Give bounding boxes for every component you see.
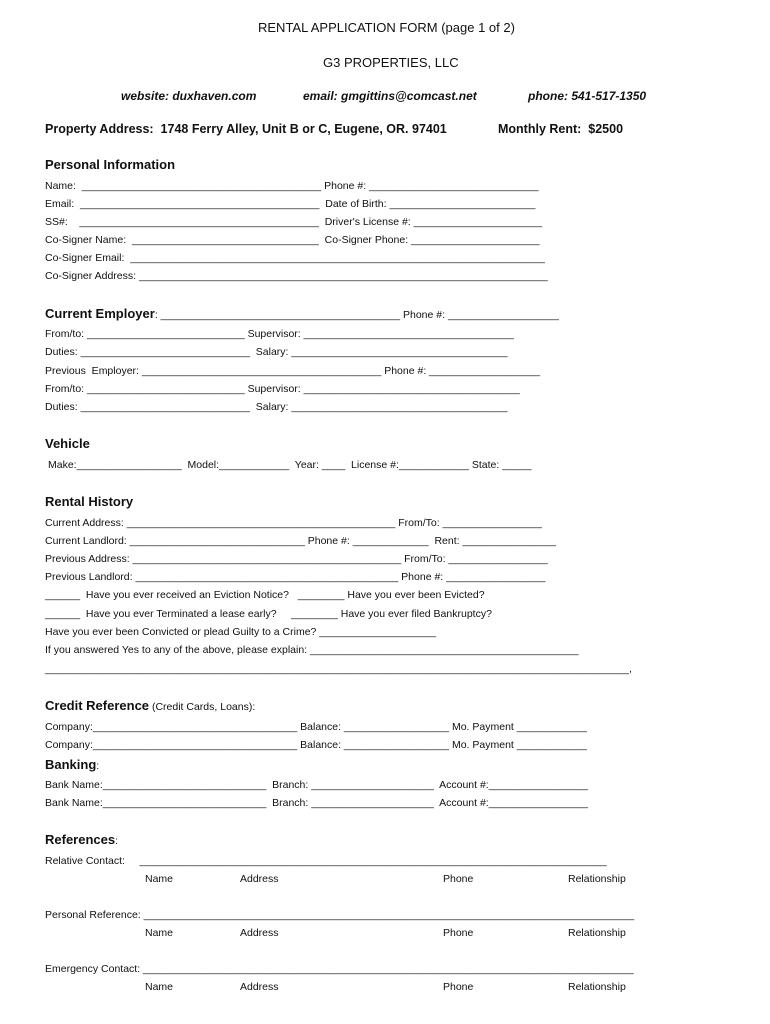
cosigner-address-line[interactable]: Co-Signer Address: ______________________________________________________________________: [45, 270, 548, 282]
relative-col-phone: Phone: [443, 873, 474, 885]
emergency-col-address: Address: [240, 981, 279, 993]
previous-from-to-line[interactable]: From/to: ___________________________ Supervisor: _____________________________________: [45, 383, 520, 395]
credit-heading-line: [45, 699, 255, 714]
bank-name-line-2[interactable]: Bank Name:____________________________ Branch: _____________________ Account #:_________________: [45, 797, 588, 809]
cosigner-name-line[interactable]: Co-Signer Name: ________________________________ Co-Signer Phone: ______________________: [45, 234, 540, 246]
email-dob-line[interactable]: Email: _________________________________________ Date of Birth: _________________________: [45, 198, 536, 210]
previous-address-line[interactable]: Previous Address: ______________________________________________ From/To: _________________: [45, 553, 548, 565]
relative-contact-line[interactable]: Relative Contact: ________________________________________________________________________________: [45, 855, 607, 867]
credit-heading-note: (Credit Cards, Loans):: [149, 701, 256, 713]
crime-question-line[interactable]: Have you ever been Convicted or plead Guilty to a Crime? ____________________: [45, 626, 437, 638]
previous-employer-line[interactable]: Previous Employer: _________________________________________ Phone #: ___________________: [45, 365, 541, 377]
emergency-col-relationship: Relationship: [568, 981, 626, 993]
relative-col-relationship: Relationship: [568, 873, 626, 885]
bank-name-line-1[interactable]: Bank Name:____________________________ Branch: _____________________ Account #:_________________: [45, 779, 588, 791]
personal-col-phone: Phone: [443, 927, 474, 939]
employer-heading: Current Employer: [45, 306, 155, 321]
employer-duties-line[interactable]: Duties: _____________________________ Salary: _____________________________________: [45, 346, 508, 358]
references-heading: References: [45, 832, 116, 847]
references-heading-colon: :: [115, 835, 119, 847]
banking-heading-colon: :: [96, 760, 100, 772]
email-text: email: gmgittins@comcast.net: [303, 89, 477, 103]
emergency-contact-line[interactable]: Emergency Contact: ____________________________________________________________________________________: [45, 963, 634, 975]
credit-heading: Credit Reference: [45, 698, 150, 713]
employer-line[interactable]: [45, 307, 559, 322]
current-landlord-line[interactable]: Current Landlord: ______________________________ Phone #: _____________ Rent: ________________: [45, 535, 556, 547]
banking-heading: Banking: [45, 757, 97, 772]
vehicle-line[interactable]: Make:__________________ Model:____________ Year: ____ License #:____________ State: _____: [48, 459, 532, 471]
name-phone-line[interactable]: Name: _________________________________________ Phone #: _____________________________: [45, 180, 539, 192]
phone-text: phone: 541-517-1350: [528, 89, 647, 103]
ssn-license-line[interactable]: SS#: _________________________________________ Driver's License #: ______________________: [45, 216, 543, 228]
emergency-col-phone: Phone: [443, 981, 474, 993]
credit-company-line-2[interactable]: Company:___________________________________ Balance: __________________ Mo. Payment ____________: [45, 739, 587, 751]
employer-from-to-line[interactable]: From/to: ___________________________ Supervisor: ____________________________________: [45, 328, 514, 340]
explain-line[interactable]: If you answered Yes to any of the above, please explain: ______________________________________________: [45, 644, 579, 656]
employer-heading-rest: : _________________________________________ Phone #: ___________________: [154, 309, 559, 321]
explain-continuation-line[interactable]: ____________________________________________________________________________________________________,: [45, 663, 632, 675]
vehicle-heading: Vehicle: [45, 436, 90, 451]
previous-duties-line[interactable]: Duties: _____________________________ Salary: _____________________________________: [45, 401, 508, 413]
form-title: RENTAL APPLICATION FORM (page 1 of 2): [258, 20, 515, 35]
banking-heading-line: [45, 758, 99, 773]
lease-bankruptcy-line[interactable]: ______ Have you ever Terminated a lease early? ________ Have you ever filed Bankruptcy?: [45, 608, 492, 620]
current-address-line[interactable]: Current Address: ______________________________________________ From/To: _________________: [45, 517, 542, 529]
rental-history-heading: Rental History: [45, 494, 134, 509]
property-address: Property Address: 1748 Ferry Alley, Unit B or C, Eugene, OR. 97401: [45, 122, 447, 136]
company-name: G3 PROPERTIES, LLC: [323, 55, 459, 70]
relative-col-address: Address: [240, 873, 279, 885]
credit-company-line-1[interactable]: Company:___________________________________ Balance: __________________ Mo. Payment ____________: [45, 721, 587, 733]
personal-info-heading: Personal Information: [45, 157, 176, 172]
monthly-rent: Monthly Rent: $2500: [498, 122, 624, 136]
personal-col-address: Address: [240, 927, 279, 939]
eviction-question-line[interactable]: ______ Have you ever received an Eviction Notice? ________ Have you ever been Evicted?: [45, 589, 485, 601]
personal-reference-line[interactable]: Personal Reference: ____________________________________________________________________________________: [45, 909, 635, 921]
emergency-col-name: Name: [145, 981, 174, 993]
website-text: website: duxhaven.com: [121, 89, 257, 103]
references-heading-line: [45, 833, 118, 848]
personal-col-name: Name: [145, 927, 174, 939]
cosigner-email-line[interactable]: Co-Signer Email: _______________________________________________________________________: [45, 252, 545, 264]
personal-col-relationship: Relationship: [568, 927, 626, 939]
previous-landlord-line[interactable]: Previous Landlord: _____________________________________________ Phone #: _________________: [45, 571, 546, 583]
relative-col-name: Name: [145, 873, 174, 885]
